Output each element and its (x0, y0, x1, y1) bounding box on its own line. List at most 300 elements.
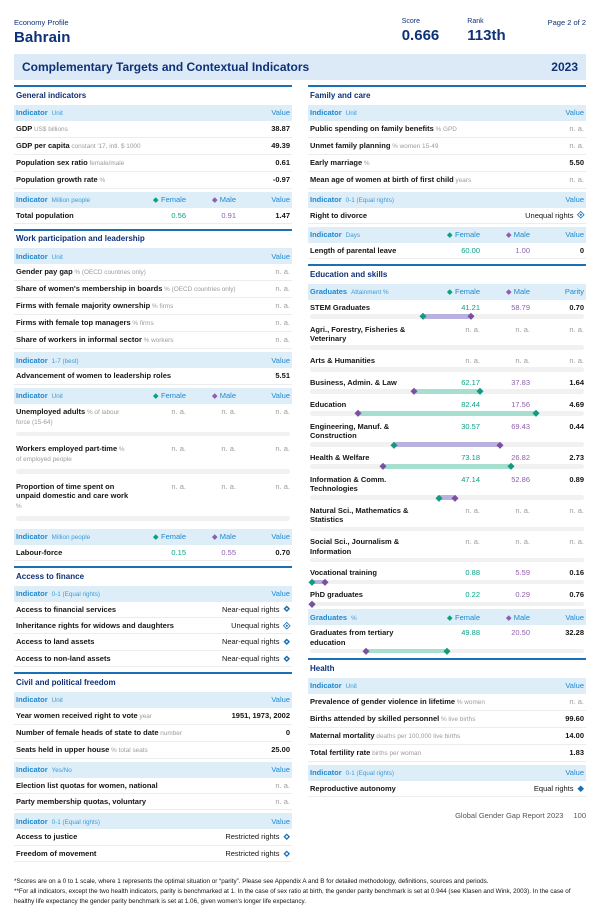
rights-row (308, 208, 586, 224)
indicator-label: Right to divorce (310, 210, 368, 220)
female-value: 49.88 (461, 628, 480, 638)
indicator-label: Proportion of time spent on unpaid domestic and care work % (16, 481, 129, 511)
total-value: n. a. (275, 481, 290, 491)
male-value: 17.56 (511, 399, 530, 409)
indicator-value: 14.00 (565, 730, 584, 740)
dumbbell-track (310, 602, 584, 607)
unequal-rights-diamond-icon (283, 622, 291, 630)
indicator-row (14, 545, 292, 561)
header-unit: 0-1 (Equal rights) (345, 770, 394, 778)
rights-value (222, 605, 290, 614)
table-header-row (308, 284, 586, 300)
indicator-unit: % live births (439, 715, 476, 723)
indicator-row (14, 155, 292, 172)
rank-value: 113th (467, 27, 506, 44)
indicator-label: Graduates from tertiary education (310, 628, 394, 647)
rights-value (225, 849, 290, 858)
male-value: 5.59 (515, 568, 530, 578)
indicator-label: Social Sci., Journalism & Information (310, 537, 400, 556)
male-marker-icon (410, 388, 416, 394)
footnote-2: **For all indicators, except the two health indicators, parity is benchmarked at 1. In the case of sex ratio at birth, the gender parity benchmark is set at 0.944 (see Klasen and Wink, 2003). In the case of healthy life expectancy the gender parity benchmark is set at 1.06, given women's longer life expectancy. (14, 887, 571, 905)
indicator-row (308, 745, 586, 762)
female-marker-icon (507, 463, 513, 469)
header-indicator (310, 230, 430, 239)
rights-row (14, 634, 292, 650)
indicator-unit: % (OECD countries only) (162, 286, 236, 294)
section-title: Work participation and leadership (16, 234, 145, 244)
indicator-label: Share of workers in informal sector % workers (16, 335, 174, 345)
header-unit: 0-1 (Equal rights) (51, 818, 100, 826)
indicator-row (308, 155, 586, 172)
graduates-chart-row (308, 565, 586, 584)
dumbbell-bar (394, 442, 500, 447)
indicator-label: Advancement of women to leadership roles (16, 371, 172, 381)
header-unit: % (351, 614, 357, 622)
indicator-label: Length of parental leave (310, 245, 397, 255)
parity-value: n. a. (569, 324, 584, 334)
header-label: Indicator (16, 589, 48, 598)
header-indicator (16, 391, 136, 400)
header-label: Indicator (16, 108, 48, 117)
section-civil-and-political-freedom (14, 672, 292, 862)
table-header-row (14, 692, 292, 708)
indicator-row (308, 728, 586, 745)
left-column (14, 85, 292, 867)
dumbbell-track (310, 442, 584, 447)
indicator-label: PhD graduates (310, 590, 363, 600)
header-label: Indicator (310, 195, 342, 204)
header-indicator (310, 613, 430, 622)
header-indicator (310, 287, 430, 296)
rights-row (14, 846, 292, 862)
indicator-value: 1.83 (569, 747, 584, 757)
rights-text: Unequal rights (231, 620, 280, 630)
indicator-row (14, 264, 292, 281)
page-indicator: Page 2 of 2 (547, 18, 586, 27)
indicator-label: Engineering, Manuf. & Construction (310, 421, 390, 440)
indicator-label: Reproductive autonomy (310, 783, 396, 793)
section-access-to-finance (14, 566, 292, 667)
chart-values-row (310, 537, 584, 556)
near-equal-rights-diamond-icon (283, 655, 291, 663)
dumbbell-bar (358, 411, 536, 416)
near-equal-rights-diamond-icon (283, 638, 291, 646)
header-col-female: Female (136, 391, 186, 400)
header-label: Indicator (16, 391, 48, 401)
female-diamond-icon (448, 233, 453, 238)
table-header-row (308, 609, 586, 625)
indicator-label: GDP US$ billions (16, 123, 68, 133)
indicator-row (14, 315, 292, 332)
indicator-value: n. a. (275, 796, 290, 806)
male-value: n. a. (515, 505, 530, 515)
indicator-label: STEM Graduates (310, 302, 371, 312)
header-label: Indicator (310, 681, 342, 691)
female-marker-icon (477, 388, 483, 394)
chart-values-row (310, 378, 584, 387)
header-indicator (16, 108, 236, 117)
indicator-row (14, 281, 292, 298)
indicator-label: Population growth rate % (16, 174, 106, 184)
female-value: n. a. (465, 505, 480, 515)
male-value: n. a. (221, 481, 236, 491)
female-diamond-icon (448, 615, 453, 620)
dumbbell-chart (14, 432, 292, 442)
header-label: Indicator (16, 816, 48, 826)
header-unit: Yes/No (51, 767, 72, 774)
male-diamond-icon (213, 394, 218, 399)
male-value: 58.79 (511, 302, 530, 312)
banner-title: Complementary Targets and Contextual Indicators (22, 60, 310, 74)
indicator-value: n. a. (569, 174, 584, 184)
table-header-row (14, 813, 292, 829)
header-col-value: Value (565, 195, 584, 204)
header-unit: 0-1 (Equal rights) (51, 591, 100, 598)
indicator-row (14, 725, 292, 742)
indicator-unit: % of labour force (15-64) (16, 408, 120, 426)
table-header-row (14, 586, 292, 602)
indicator-value: 0 (285, 727, 290, 737)
header-unit: Unit (345, 110, 357, 117)
indicator-value: 25.00 (271, 744, 290, 754)
female-diamond-icon (154, 534, 159, 539)
chart-values-row (310, 568, 584, 577)
indicator-label: Access to non-land assets (16, 653, 111, 663)
header-label: Indicator (16, 195, 48, 204)
rights-text: Near-equal rights (221, 637, 280, 647)
chart-values-row (310, 422, 584, 441)
header-indicator (16, 765, 236, 774)
dumbbell-bar (366, 649, 447, 654)
indicator-value: 38.87 (271, 123, 290, 133)
header-indicator (16, 589, 236, 598)
indicator-unit: deaths per 100,000 live births (374, 732, 461, 740)
table-header-row (308, 765, 586, 781)
section-family-and-care (308, 85, 586, 259)
chart-values-row (310, 590, 584, 599)
female-value: n. a. (465, 537, 480, 547)
parity-value: 2.73 (569, 452, 584, 462)
section-title: Access to finance (16, 571, 85, 581)
indicator-row (14, 138, 292, 155)
parity-value: n. a. (569, 505, 584, 515)
indicator-row (14, 121, 292, 138)
report-title: Global Gender Gap Report 2023 (455, 811, 564, 820)
table-header-row (14, 352, 292, 368)
indicator-unit: % (16, 503, 22, 511)
indicator-label: Business, Admin. & Law (310, 377, 397, 387)
indicator-label: Unemployed adults % of labour force (15-64) (16, 406, 120, 426)
dumbbell-bar (423, 314, 471, 319)
rights-text: Restricted rights (225, 848, 280, 858)
header-col-value: Value (271, 816, 290, 826)
header-unit: Million people (51, 197, 91, 204)
header-col-value: Value (565, 612, 584, 622)
header-col-value: Value (271, 391, 290, 401)
header-col-female: Female (136, 532, 186, 541)
header-indicator (310, 108, 530, 117)
score-block (402, 18, 440, 44)
indicator-value: n. a. (569, 123, 584, 133)
indicator-label: Agri., Forestry, Fisheries & Veterinary (310, 324, 406, 343)
male-diamond-icon (507, 615, 512, 620)
rights-row (14, 829, 292, 845)
header-col-female: Female (430, 230, 480, 239)
header-label: Indicator (16, 765, 48, 774)
economy-profile-label: Economy Profile (14, 18, 69, 27)
chart-values-row (310, 628, 584, 647)
indicator-label: Labour-force (16, 547, 63, 557)
male-diamond-icon (507, 233, 512, 238)
female-diamond-icon (448, 290, 453, 295)
rights-text: Restricted rights (225, 832, 280, 842)
header-label: Indicator (16, 695, 48, 704)
female-value: 0.88 (465, 568, 480, 578)
rights-value (525, 211, 584, 220)
male-value: n. a. (515, 537, 530, 547)
male-value: 1.00 (515, 245, 530, 255)
chart-values-row (310, 475, 584, 494)
header-col-value: Value (565, 230, 584, 240)
indicator-row (14, 404, 292, 430)
indicator-label: Election list quotas for women, national (16, 780, 158, 790)
indicator-row (14, 172, 292, 189)
table-header-row (308, 192, 586, 208)
footnotes (14, 877, 586, 906)
graduates-chart-row (308, 353, 586, 372)
header-unit: Unit (51, 697, 63, 704)
graduates-chart-row (308, 587, 586, 606)
header-col-male: Male (480, 230, 530, 239)
male-marker-icon (452, 494, 458, 500)
header-unit: Unit (345, 683, 357, 691)
rights-row (308, 781, 586, 797)
parity-value: 0.16 (569, 568, 584, 578)
indicator-label: Firms with female top managers % firms (16, 318, 154, 328)
female-value: 41.21 (461, 302, 480, 312)
table-header-row (14, 762, 292, 778)
graduates-chart-row (308, 375, 586, 394)
header-col-value: Value (271, 108, 290, 117)
table-header-row (308, 678, 586, 694)
table-header-row (14, 192, 292, 208)
indicator-row (14, 208, 292, 224)
male-diamond-icon (507, 290, 512, 295)
score-value: 0.666 (401, 27, 440, 44)
rights-row (14, 651, 292, 667)
indicator-unit: % women 15-49 (390, 142, 439, 150)
indicator-label: Population sex ratio female/male (16, 157, 125, 167)
indicator-row-group (14, 441, 292, 479)
indicator-unit: constant '17, intl. $ 1000 (69, 142, 141, 150)
header-label: Indicator (310, 230, 342, 240)
header-col-value: Value (271, 695, 290, 704)
header-indicator (16, 252, 236, 261)
rights-value (534, 784, 584, 793)
male-value: n. a. (221, 444, 236, 454)
header-label: Indicator (16, 251, 48, 261)
rights-row (14, 602, 292, 618)
indicator-label: Education (310, 399, 347, 409)
chart-values-row (310, 506, 584, 525)
indicator-row (308, 121, 586, 138)
header-unit: 1-7 (best) (51, 357, 79, 365)
rights-value (222, 637, 290, 646)
chart-values-row (310, 325, 584, 344)
indicator-label: Access to land assets (16, 637, 95, 647)
rights-value (222, 654, 290, 663)
indicator-label: Party membership quotas, voluntary (16, 796, 147, 806)
header-col-value: Value (565, 768, 584, 778)
header-unit: Unit (51, 253, 63, 261)
header-unit: 0-1 (Equal rights) (345, 197, 394, 204)
graduates-chart-row (308, 472, 586, 500)
parity-value: 32.28 (565, 628, 584, 638)
dumbbell-bar (414, 389, 481, 394)
dumbbell-track (310, 367, 584, 372)
rights-text: Near-equal rights (221, 653, 280, 663)
section-title: Family and care (310, 90, 371, 100)
section-work-participation-and-leadership (14, 229, 292, 561)
indicator-unit: % GPD (433, 125, 457, 133)
header-indicator (310, 195, 530, 204)
indicator-unit: female/male (87, 159, 125, 167)
graduates-chart-row (308, 300, 586, 319)
dumbbell-track (310, 345, 584, 350)
parity-value: 1.64 (569, 377, 584, 387)
header-col-value: Value (565, 108, 584, 117)
content-columns (14, 85, 586, 867)
indicator-value: n. a. (275, 335, 290, 345)
indicator-value: n. a. (275, 780, 290, 790)
indicator-value: n. a. (275, 318, 290, 328)
indicator-value: 99.60 (565, 713, 584, 723)
male-value: n. a. (221, 406, 236, 416)
female-value: 62.17 (461, 377, 480, 387)
female-value: 73.18 (461, 452, 480, 462)
indicator-label: Natural Sci., Mathematics & Statistics (310, 505, 409, 525)
indicator-unit: % (OECD countries only) (72, 269, 146, 277)
total-value: 0 (579, 245, 584, 255)
total-value: n. a. (275, 406, 290, 416)
indicator-row (308, 711, 586, 728)
indicator-label: Mean age of women at birth of first child years (310, 174, 472, 184)
rights-text: Near-equal rights (221, 604, 280, 614)
indicator-value: 5.51 (275, 371, 290, 381)
indicator-label: Births attended by skilled personnel % live births (310, 713, 476, 723)
male-value: 52.86 (511, 474, 530, 484)
indicator-unit: number (158, 729, 182, 737)
indicator-label: Workers employed part-time % of employed people (16, 444, 125, 464)
parity-value: 0.89 (569, 474, 584, 484)
restricted-rights-diamond-icon (283, 850, 291, 858)
indicator-row (308, 243, 586, 259)
indicator-label: Unmet family planning % women 15-49 (310, 140, 439, 150)
male-value: 0.29 (515, 590, 530, 600)
banner-year: 2023 (551, 60, 578, 74)
indicator-value: 5.50 (569, 157, 584, 167)
header-label: Indicator (310, 108, 342, 117)
indicator-label: Health & Welfare (310, 452, 370, 462)
header-col-value: Value (271, 765, 290, 774)
indicator-value: 1951, 1973, 2002 (231, 710, 290, 720)
dumbbell-track (310, 495, 584, 500)
indicator-row (308, 138, 586, 155)
dumbbell-track (310, 314, 584, 319)
indicator-row (14, 332, 292, 349)
indicator-row-group (14, 404, 292, 442)
female-value: n. a. (465, 324, 480, 334)
header-col-male: Male (186, 532, 236, 541)
indicator-row (308, 694, 586, 711)
indicator-label: Number of female heads of state to date number (16, 727, 182, 737)
table-header-row (14, 529, 292, 545)
header-indicator (16, 532, 136, 541)
page-number: 100 (573, 811, 586, 820)
female-value: 82.44 (461, 399, 480, 409)
header-indicator (310, 768, 530, 777)
graduates-chart-row (308, 450, 586, 469)
indicator-unit: year (137, 712, 152, 720)
indicator-label: Inheritance rights for widows and daughters (16, 620, 174, 630)
female-value: n. a. (171, 481, 186, 491)
dumbbell-track (16, 469, 290, 474)
indicator-row (14, 778, 292, 794)
indicator-label: Firms with female majority ownership % firms (16, 301, 174, 311)
rights-text: Unequal rights (525, 210, 574, 220)
indicator-unit: % (97, 176, 106, 184)
graduates-chart-row (308, 419, 586, 447)
section-title: Civil and political freedom (16, 677, 116, 687)
header-col-female: Female (136, 195, 186, 204)
parity-value: 0.76 (569, 590, 584, 600)
parity-value: n. a. (569, 537, 584, 547)
female-value: n. a. (465, 355, 480, 365)
page-header (0, 0, 600, 54)
header-col-female: Female (430, 613, 480, 622)
section-title: Health (310, 663, 335, 673)
male-value: 69.43 (511, 421, 530, 431)
male-value: 26.82 (511, 452, 530, 462)
indicator-value: -0.97 (272, 174, 290, 184)
male-value: n. a. (515, 355, 530, 365)
parity-value: n. a. (569, 355, 584, 365)
indicator-row (14, 708, 292, 725)
dumbbell-chart (14, 469, 292, 479)
indicator-label: Information & Comm. Technologies (310, 474, 387, 493)
header-unit: Unit (51, 110, 63, 117)
indicator-unit: % firms (150, 303, 174, 311)
dumbbell-chart (14, 516, 292, 526)
header-col-parity: Parity (564, 287, 584, 297)
economy-profile-block (14, 18, 71, 46)
header-col-female: Female (430, 287, 480, 296)
indicator-label: Gender pay gap % (OECD countries only) (16, 267, 146, 277)
graduates-chart-row (308, 322, 586, 350)
indicator-unit: years (453, 176, 472, 184)
indicator-value: n. a. (275, 267, 290, 277)
indicator-unit: % (362, 159, 370, 167)
equal-rights-diamond-icon (577, 785, 585, 793)
indicator-label: Maternal mortality deaths per 100,000 live births (310, 730, 461, 740)
footnote-1: *Scores are on a 0 to 1 scale, where 1 represents the optimal situation or “parity”. Please see Appendix A and B for detailed methodology, definitions, sources and periods. (14, 878, 489, 885)
indicator-label: Access to justice (16, 832, 78, 842)
section-education-and-skills (308, 264, 586, 653)
country-name: Bahrain (14, 29, 71, 46)
rights-row (14, 618, 292, 634)
female-value: n. a. (171, 444, 186, 454)
female-value: 0.15 (171, 547, 186, 557)
